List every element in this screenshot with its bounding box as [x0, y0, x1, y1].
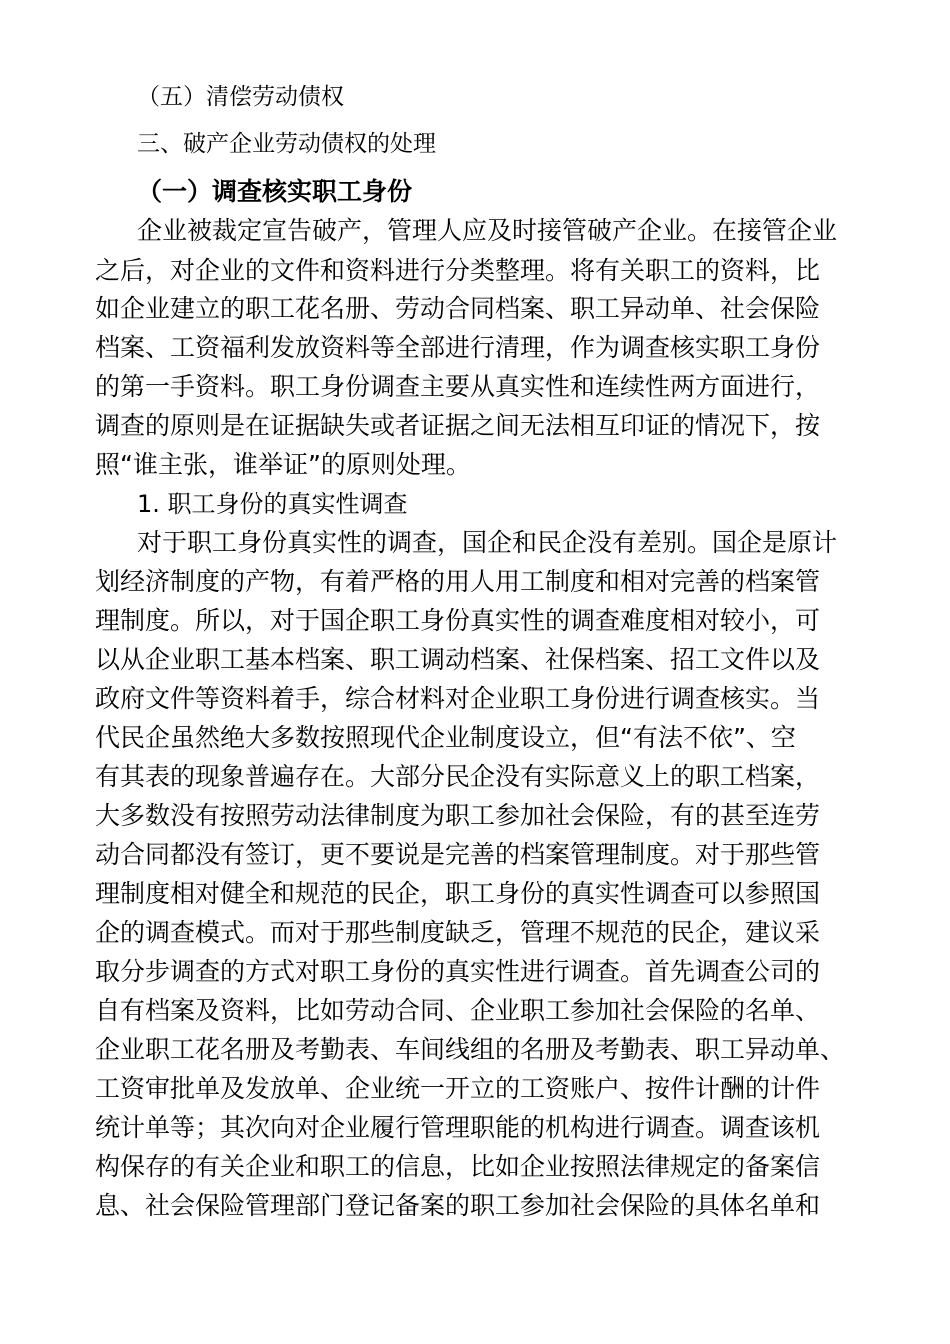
paragraph-2-line: 动合同都没有签订，更不要说是完善的档案管理制度。对于那些管: [95, 840, 821, 869]
paragraph-1-line: 调查的原则是在证据缺失或者证据之间无法相互印证的情况下，按: [95, 411, 821, 440]
part-3-heading: 三、破产企业劳动债权的处理: [137, 131, 436, 157]
paragraph-1-line: 之后，对企业的文件和资料进行分类整理。将有关职工的资料，比: [95, 256, 821, 285]
paragraph-2-line: 对于职工身份真实性的调查，国企和民企没有差别。国企是原计: [137, 528, 838, 557]
paragraph-1-line: 的第一手资料。职工身份调查主要从真实性和连续性两方面进行，: [95, 372, 821, 401]
paragraph-2-line: 理制度。所以，对于国企职工身份真实性的调查难度相对较小，可: [95, 606, 821, 635]
paragraph-2-line: 代民企虽然绝大多数按照现代企业制度设立，但“有法不依”、空: [95, 723, 796, 752]
paragraph-2-line: 政府文件等资料着手，综合材料对企业职工身份进行调查核实。当: [95, 684, 821, 713]
paragraph-1-line: 照“谁主张，谁举证”的原则处理。: [95, 450, 471, 479]
paragraph-2-line: 取分步调查的方式对职工身份的真实性进行调查。首先调查公司的: [95, 957, 821, 986]
paragraph-2-line: 自有档案及资料，比如劳动合同、企业职工参加社会保险的名单、: [95, 996, 821, 1025]
paragraph-2-line: 企的调查模式。而对于那些制度缺乏，管理不规范的民企，建议采: [95, 918, 821, 947]
paragraph-2-line: 统计单等；其次向对企业履行管理职能的机构进行调查。调查该机: [95, 1113, 821, 1142]
paragraph-2-line: 划经济制度的产物，有着严格的用人用工制度和相对完善的档案管: [95, 567, 821, 596]
section-5-heading: （五）清偿劳动债权: [137, 84, 344, 110]
paragraph-1-line: 如企业建立的职工花名册、劳动合同档案、职工异动单、社会保险: [95, 294, 821, 323]
subsection-1-heading: （一）调查核实职工身份: [137, 177, 413, 206]
paragraph-2-line: 企业职工花名册及考勤表、车间线组的名册及考勤表、职工异动单、: [95, 1035, 846, 1064]
paragraph-2-line: 工资审批单及发放单、企业统一开立的工资账户、按件计酬的计件: [95, 1074, 821, 1103]
paragraph-2-line: 以从企业职工基本档案、职工调动档案、社保档案、招工文件以及: [95, 645, 821, 674]
item-1-heading: 1. 职工身份的真实性调查: [137, 490, 408, 518]
paragraph-2-line: 大多数没有按照劳动法律制度为职工参加社会保险，有的甚至连劳: [95, 801, 821, 830]
paragraph-1-line: 企业被裁定宣告破产，管理人应及时接管破产企业。在接管企业: [137, 216, 838, 245]
paragraph-2-line: 息、社会保险管理部门登记备案的职工参加社会保险的具体名单和: [95, 1191, 821, 1220]
paragraph-2-line: 理制度相对健全和规范的民企，职工身份的真实性调查可以参照国: [95, 879, 821, 908]
paragraph-1-line: 档案、工资福利发放资料等全部进行清理，作为调查核实职工身份: [95, 333, 821, 362]
paragraph-2-line: 有其表的现象普遍存在。大部分民企没有实际意义上的职工档案，: [95, 762, 821, 791]
paragraph-2-line: 构保存的有关企业和职工的信息，比如企业按照法律规定的备案信: [95, 1152, 821, 1181]
